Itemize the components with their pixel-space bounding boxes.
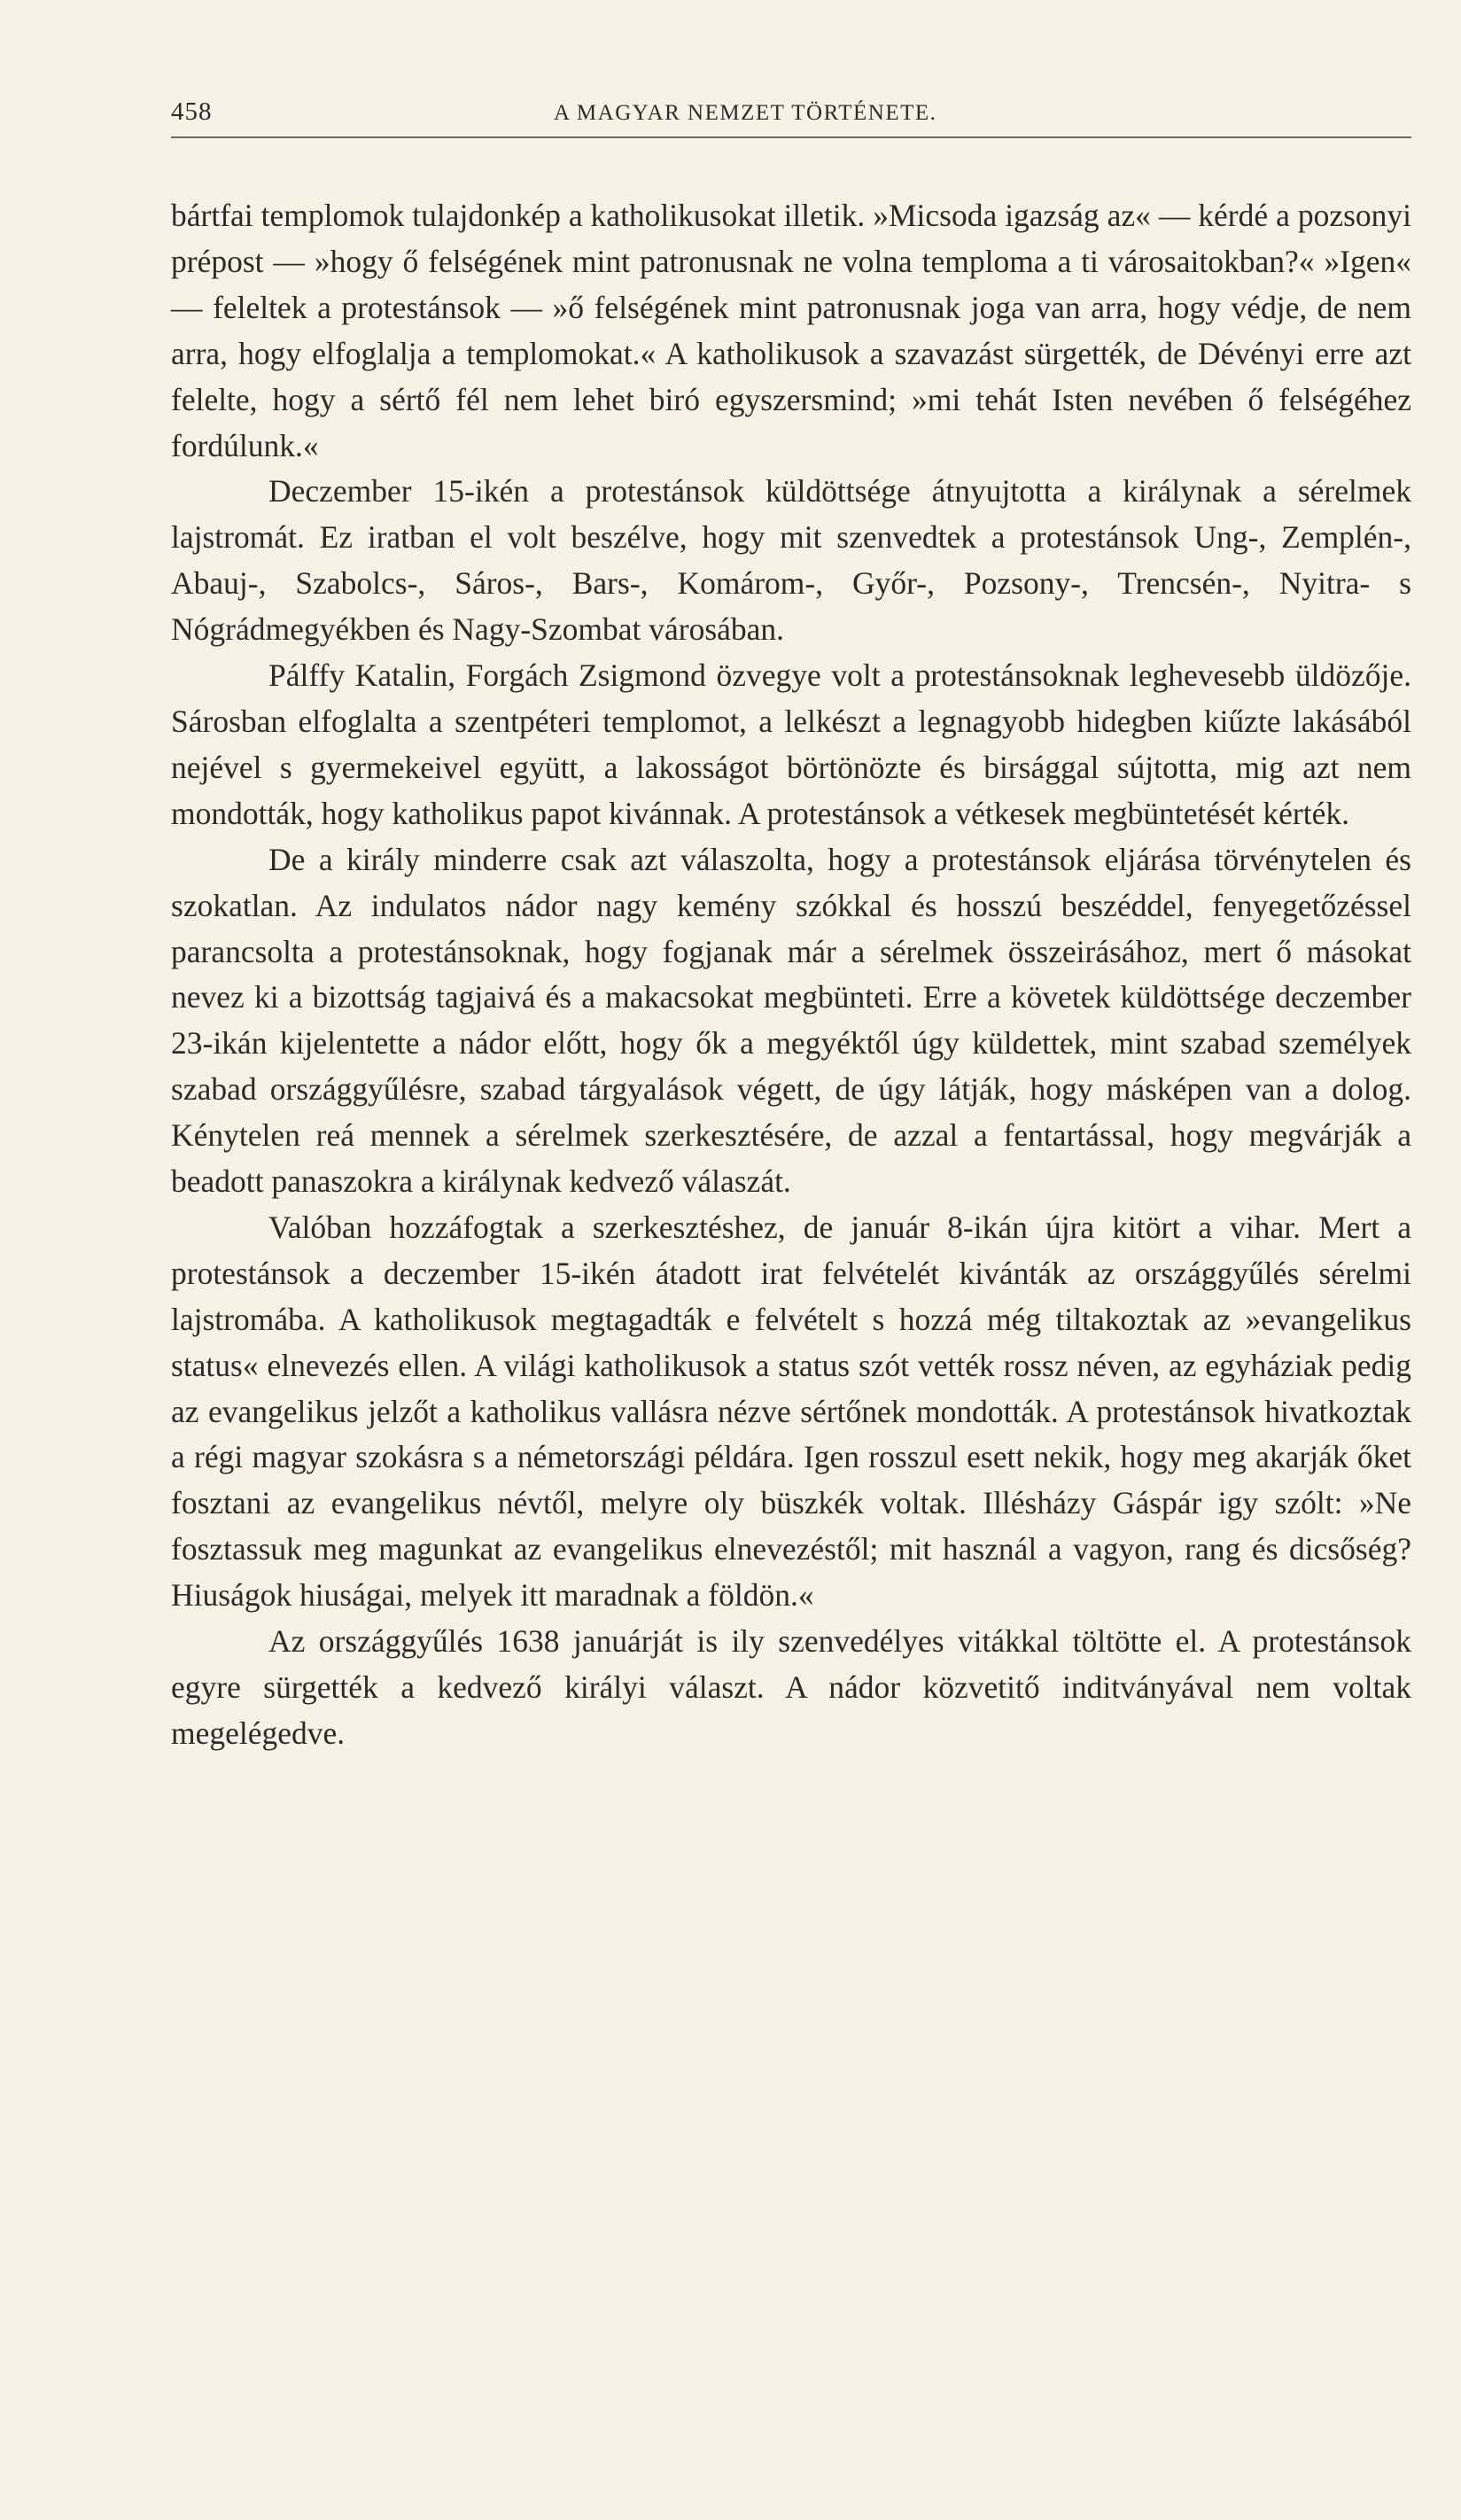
running-head xyxy=(171,97,1411,133)
paragraph: Deczember 15-ikén a protestánsok küldöttsége átnyujtotta a királynak a sérelmek lajstromát. Ez iratban el volt beszélve, hogy mit szenvedtek a protestánsok Ung-, Zemplén-, Abauj-, Szabolcs-, Sáros-, Bars-, Komárom-, Győr-, Pozsony-, Trencsén-, Nyitra- s Nógrádmegyékben és Nagy-Szombat városában. xyxy=(171,473,1411,648)
paragraph: Az országgyűlés 1638 januárját is ily szenvedélyes vitákkal töltötte el. A protestánsok egyre sürgették a kedvező királyi választ. A nádor közvetitő inditványával nem voltak megelégedve. xyxy=(171,1623,1411,1751)
header-rule xyxy=(171,136,1411,138)
body-text xyxy=(171,193,1411,1757)
paragraph: Pálffy Katalin, Forgách Zsigmond özvegye volt a protestánsoknak leghevesebb üldözője. Sárosban elfoglalta a szentpéteri templomot, a lelkészt a legnagyobb hidegben kiűzte lakásából nejével s gyermekeivel együtt, a lakosságot börtönözte és birsággal sújtotta, mig azt nem mondották, hogy katholikus papot kivánnak. A protestánsok a vétkesek megbüntetését kérték. xyxy=(171,657,1411,831)
paragraph: bártfai templomok tulajdonkép a katholikusokat illetik. »Micsoda igazság az« — kérdé a pozsonyi prépost — »hogy ő felségének mint patronusnak ne volna temploma a ti városaitokban?« »Igen« — feleltek a protestánsok — »ő felségének mint patronusnak joga van arra, hogy védje, de nem arra, hogy elfoglalja a templomokat.« A katholikusok a szavazást sürgették, de Dévényi erre azt felelte, hogy a sértő fél nem lehet biró egyszersmind; »mi tehát Isten nevében ő felségéhez fordúlunk.« xyxy=(171,198,1411,463)
paragraph: Valóban hozzáfogtak a szerkesztéshez, de január 8-ikán újra kitört a vihar. Mert a protestánsok a deczember 15-ikén átadott irat felvételét kivánták az országgyűlés sérelmi lajstromába. A katholikusok megtagadták e felvételt s hozzá még tiltakoztak az »evangelikus status« elnevezés ellen. A világi katholikusok a status szót vették rossz néven, az egyháziak pedig az evangelikus jelzőt a katholikus vallásra nézve sértőnek mondották. A protestánsok hivatkoztak a régi magyar szokásra s a németországi példára. Igen rosszul esett nekik, hogy meg akarják őket fosztani az evangelikus névtől, melyre oly büszkék voltak. Illésházy Gáspár igy szólt: »Ne fosztassuk meg magunkat az evangelikus elnevezéstől; mit használ a vagyon, rang és dicsőség? Hiuságok hiuságai, melyek itt maradnak a földön.« xyxy=(171,1209,1411,1614)
page-number: 458 xyxy=(171,97,213,126)
running-head-title: A MAGYAR NEMZET TÖRTÉNETE. xyxy=(554,101,937,125)
paragraph: De a király minderre csak azt válaszolta, hogy a protestánsok eljárása törvénytelen és szokatlan. Az indulatos nádor nagy kemény szókkal és hosszú beszéddel, fenyegetőzéssel parancsolta a protestánsoknak, hogy fogjanak már a sérelmek összeirásához, mert ő másokat nevez ki a bizottság tagjaivá és a makacsokat megbünteti. Erre a követek küldöttsége deczember 23-ikán kijelentette a nádor előtt, hogy ők a megyéktől úgy küldettek, mint szabad személyek szabad országgyűlésre, szabad tárgyalások végett, de úgy látják, hogy másképen van a dolog. Kénytelen reá mennek a sérelmek szerkesztésére, de azzal a fentartással, hogy megvárják a beadott panaszokra a királynak kedvező válaszát. xyxy=(171,841,1411,1200)
